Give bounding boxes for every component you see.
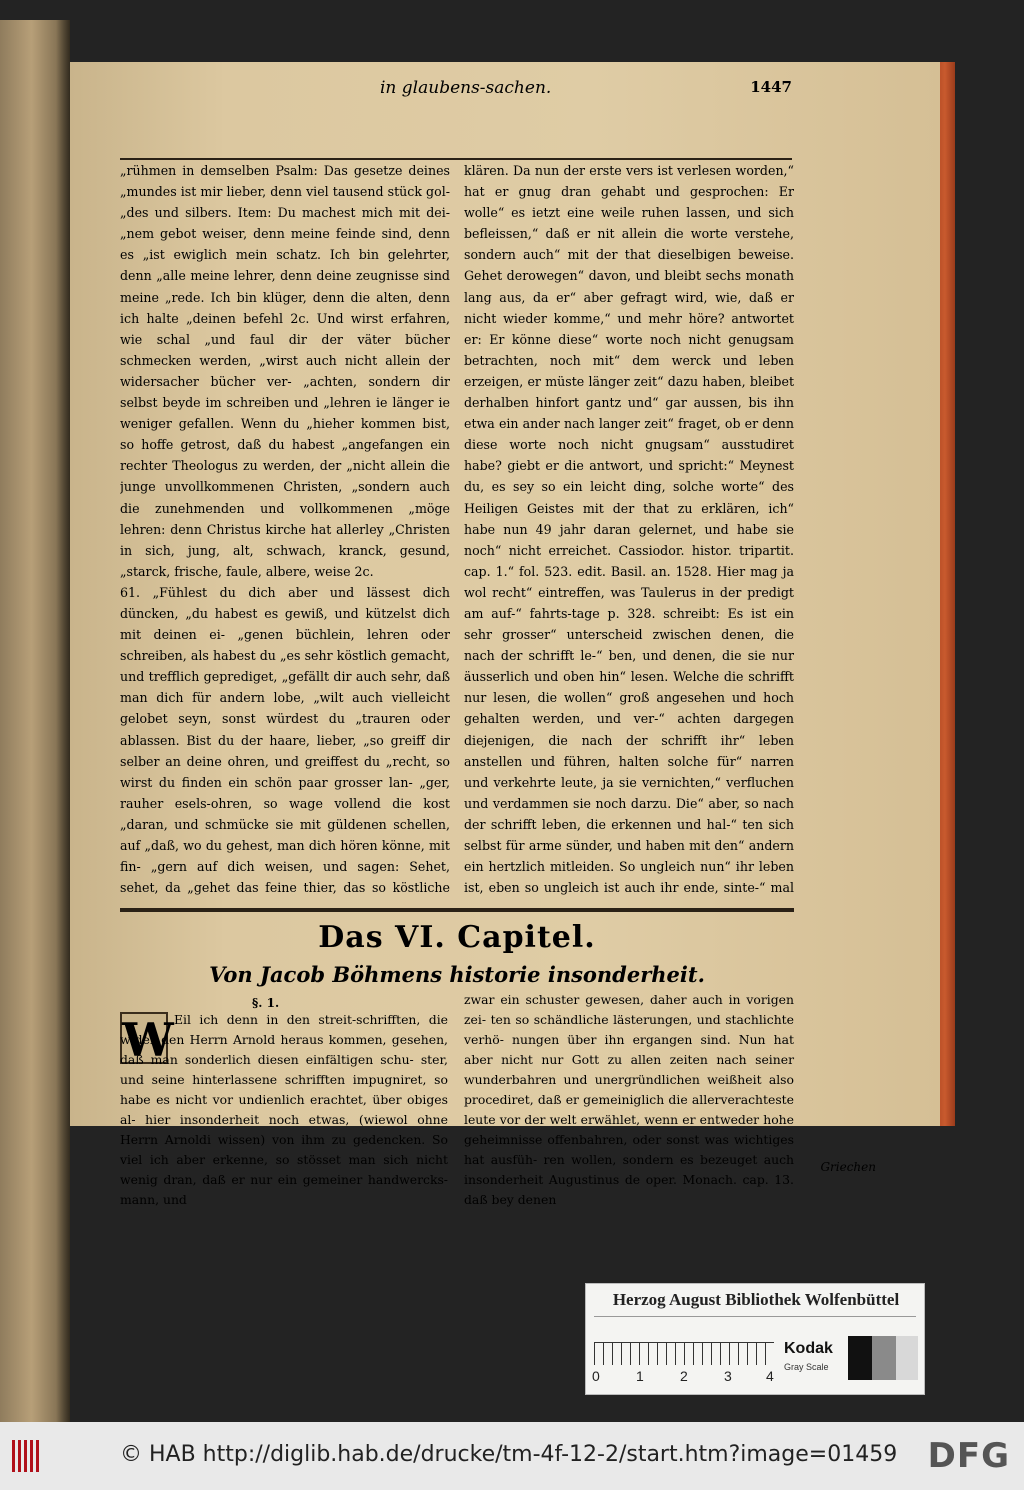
hab-logo-icon — [12, 1440, 40, 1472]
paragraph: Eil ich denn in den streit-schrifften, die wider den Herrn Arnold heraus kommen, gesehen, daß man sonderlich diesen einfältigen schu- ster, und seine hinterlassene schrifften impugniret, so habe es nicht vor undienlich erachtet, über obiges al- hier insonderheit noch etwas, (wiewol ohne Herrn Arnoldi wissen) von ihm zu gedencken. So viel ich aber erkenne, so stösset man sich nicht wenig dran, daß er nur ein gemeiner handwercks-mann, und — [120, 1012, 448, 1207]
paragraph: zwar ein schuster gewesen, daher auch in vorigen zei- ten so schändliche lästerungen, und stachlichte verhö- nungen über ihn ergangen sind. Nun hat aber nicht nur Gott zu allen zeiten nach seiner wunderbahren und unergründlichen weißheit also procediret, daß er gemeiniglich die allerverachteste leute vor der welt erwählet, wenn er entweder hohe geheimnisse offenbahren, oder sonst was wichtiges hat ausfüh- ren wollen, sondern es bezeuget auch insonderheit Augustinus de oper. Monach. cap. 13. daß bey denen — [464, 992, 794, 1207]
ruler-number: 1 — [636, 1368, 644, 1384]
gray-patch — [872, 1336, 896, 1380]
section-mark: §. 1. — [252, 996, 280, 1010]
ruler-number: 0 — [592, 1368, 600, 1384]
paragraph: „rühmen in demselben Psalm: Das gesetze deines „mundes ist mir lieber, denn viel tausend stück gol- „des und silbers. Item: Du machest mich mit dei- „nem gebot weiser, denn meine feinde sind, denn es „ist ewiglich mein schatz. Ich bin gelehrter, denn „alle meine lehrer, denn deine zeugnisse sind meine „rede. Ich bin klüger, denn die alten, denn ich halte „deinen befehl 2c. Und wirst erfahren, wie schal „und faul dir der väter bücher schmecken werden, „wirst auch nicht allein der widersacher bücher ver- „achten, sondern dir selbst beyde im schreiben und „lehren ie länger ie weniger gefallen. Wenn du „hieher kommen bist, so hoffe getrost, daß du habest „angefangen ein rechter Theologus zu werden, der „nicht allein die junge unvollkommenen Christen, „sondern auch die zunehmenden und vollkommenen „möge lehren: denn Christus kirche hat allerley „Christen in sich, jung, alt, schwach, kranck, gesund, „starck, frische, faule, albere, weise 2c. — [120, 163, 450, 579]
adjacent-page-edge — [0, 20, 70, 1422]
permalink[interactable]: © HAB http://diglib.hab.de/drucke/tm-4f-12-2/start.htm?image=01459 — [120, 1442, 898, 1467]
scale-ruler — [594, 1342, 774, 1365]
chapter-text-left — [120, 1010, 448, 1207]
section-rule — [120, 908, 794, 912]
running-title: in glaubens-sachen. — [380, 78, 552, 98]
kodak-subtitle: Gray Scale — [784, 1362, 829, 1372]
gray-patch — [896, 1336, 918, 1380]
text-column-right — [464, 160, 794, 900]
text-column-left — [120, 160, 450, 900]
chapter-subtitle: Von Jacob Böhmens historie insonderheit. — [209, 962, 705, 987]
paragraph: 61. „Fühlest du dich aber und lässest dich düncken, „du habest es gewiß, und kützelst dich mit deinen ei- „genen büchlein, lehren oder schreiben, als habest du „es sehr köstlich gemacht, und trefflich geprediget, „gefällt dir auch sehr, daß man dich für andern lobe, „wilt auch vielleicht gelobet seyn, sonst würdest du „trauren oder ablassen. Bist du der haare, lieber, „so greiff dir selber an deine ohren, und greiffest du „recht, so wirst du finden ein schön paar grosser lan- „ger, rauher esels-ohren, so wage vollend die kost „daran, und schmücke sie mit güldenen schellen, auf „daß, wo du gehest, man dich hören könne, mit fin- „gern auf dich weisen, und sagen: Sehet, sehet, da „gehet das feine thier, das so köstliche — [120, 584, 450, 896]
decorated-initial: W — [122, 1013, 174, 1067]
page-number: 1447 — [750, 78, 792, 96]
library-color-card — [585, 1283, 925, 1395]
card-divider — [594, 1316, 916, 1317]
paragraph: klären. Da nun der erste vers ist verlesen worden,“ hat er gnug dran gehabt und gesprochen: Er wolle“ es ietzt eine weile ruhen lassen, und sich befleissen,“ daß er nit allein die worte verstehe, sondern auch“ mit der that dieselbigen beweise. Gehet derowegen“ davon, und bleibt sechs monath lang aus, da er“ aber gefragt wird, wie, daß er nicht wieder komme,“ und mehr höre? antwortet er: Er könne diese“ worte noch nicht genugsam betrachten, noch mit“ dem werck und leben erzeigen, er müste länger zeit“ dazu haben, bleibet derhalben hinfort gantz und“ gar aussen, bis ihn etwa ein ander nach langer zeit“ fraget, ob er denn diese worte noch nicht gnugsam“ ausstudiret habe? giebt er die antwort, und spricht:“ Meynest du, es sey so ein leicht ding, solche worte“ des Heiligen Geistes mit der that zu erklären, ich“ habe nun 49 jahr daran gelernet, und habe sie noch“ nicht erreichet. Cassiodor. histor. tripartit. cap. 1.“ fol. 523. edit. Basil. an. 1528. Hier mag ja wol recht“ eintreffen, was Taulerus in der predigt am auf-“ fahrts-tage p. 328. schreibt: Es ist ein sehr grosser“ unterscheid zwischen denen, die nach der schrifft le-“ ben, und denen, die sie nur äusserlich und oben hin“ lesen. Welche die schrifft nur lesen, die wollen“ groß angesehen und hoch gehalten werden, und ver-“ achten dargegen diejenigen, die nach der schrifft ihr“ leben anstellen und führen, halten solche für“ narren und verkehrte leute, ja sie vernichten,“ verfluchen und verdammen sie noch darzu. Die“ aber, so nach der schrifft leben, die erkennen und hal-“ ten sich selbst für arme sünder, und haben mit den“ andern ein hertzlich mitleiden. So ungleich nun“ ihr leben ist, eben so ungleich ist auch ihr ende, sinte-“ mal — [464, 163, 794, 896]
gray-patch — [848, 1336, 872, 1380]
chapter-title: Das VI. Capitel. — [318, 920, 596, 955]
kodak-logo: Kodak — [784, 1340, 833, 1357]
chapter-text-right — [464, 990, 794, 1207]
viewer-footer — [0, 1422, 1024, 1490]
dfg-logo: DFG — [927, 1436, 1010, 1476]
ruler-number: 2 — [680, 1368, 688, 1384]
ruler-number: 4 — [766, 1368, 774, 1384]
catch-word: Griechen — [820, 1160, 876, 1174]
running-head — [150, 78, 790, 104]
gray-scale-patches — [848, 1336, 918, 1380]
ruler-number: 3 — [724, 1368, 732, 1384]
library-name: Herzog August Bibliothek Wolfenbüttel — [612, 1290, 900, 1309]
